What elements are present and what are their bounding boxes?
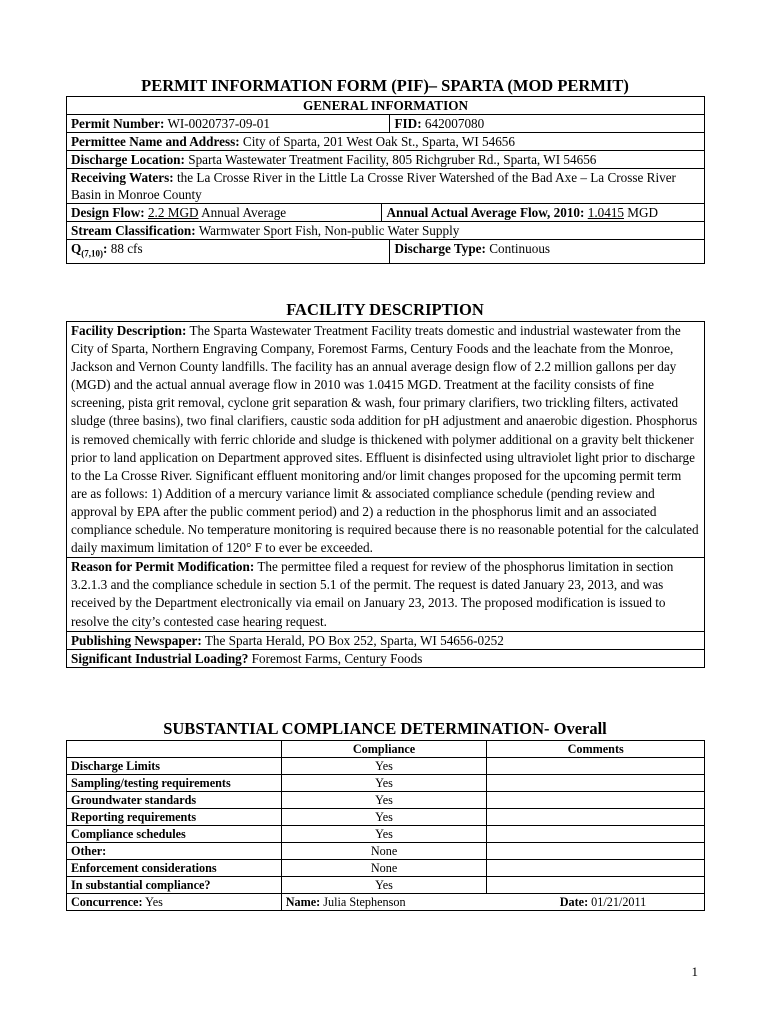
actual-flow-cell: Annual Actual Average Flow, 2010: 1.0415 MGD (382, 204, 705, 222)
permit-number-row (67, 115, 705, 133)
stream-class-cell: Stream Classification: Warmwater Sport Fish, Non-public Water Supply (67, 222, 705, 240)
compliance-row-label: Compliance schedules (67, 826, 282, 843)
stream-class-value: Warmwater Sport Fish, Non-public Water Supply (198, 223, 460, 238)
general-header-row (67, 97, 705, 115)
compliance-row-label: Other: (67, 843, 282, 860)
facility-description-row (67, 322, 705, 558)
discharge-location-cell: Discharge Location: Sparta Wastewater Treatment Facility, 805 Richgruber Rd., Sparta, WI 54656 (67, 151, 705, 169)
compliance-row-label: Enforcement considerations (67, 860, 282, 877)
reason-label: Reason for Permit Modification (71, 559, 250, 575)
discharge-location-label: Discharge Location (71, 152, 181, 167)
page-number: 1 (691, 964, 698, 979)
name-date-cell: Name: Julia Stephenson Date: 01/21/2011 (281, 894, 704, 911)
permittee-value: City of Sparta, 201 West Oak St., Sparta, WI 54656 (242, 134, 515, 149)
industrial-label: Significant Industrial Loading? (71, 650, 249, 666)
general-header: GENERAL INFORMATION (67, 97, 705, 115)
fid-label: FID (394, 116, 418, 131)
q-subscript: 7,10 (84, 248, 101, 259)
reason-cell: Reason for Permit Modification: The permittee filed a request for review of the phosphorus limitation in section 3.2.1.3 and the compliance schedule in section 5.1 of the permit. The request is dated January 23, 2013, and was received by the Department electronically via email on January 23, 2013. The proposed modification is issued to resolve the city’s contested case hearing request. (67, 558, 705, 631)
name-value: Julia Stephenson (323, 895, 406, 909)
permit-number-cell: Permit Number: WI-0020737-09-01 (67, 115, 390, 133)
compliance-row-comment (487, 792, 705, 809)
facility-heading: FACILITY DESCRIPTION (286, 300, 484, 319)
comments-column-header: Comments (487, 741, 705, 758)
reason-text: The permittee filed a request for review of the phosphorus limitation in section 3.2.1.3 and the compliance schedule in section 5.1 of the permit. The request is dated January 23, 2013, and was received by the Department electronically via email on January 23, 2013. The proposed modification is issued to resolve the city’s contested case hearing request. (71, 559, 674, 629)
industrial-row (67, 649, 705, 667)
compliance-row-value: Yes (281, 792, 487, 809)
compliance-row (67, 860, 705, 877)
date-value: 01/21/2011 (591, 895, 647, 909)
compliance-row-value: Yes (281, 877, 487, 894)
date-field (560, 894, 647, 910)
design-flow-label: Design Flow (71, 205, 141, 220)
concurrence-value: Yes (145, 895, 163, 909)
design-flow-value: 2.2 MGD (147, 205, 199, 220)
permittee-label: Permittee Name and Address (71, 134, 236, 149)
compliance-header-row (67, 741, 705, 758)
compliance-row-comment (487, 877, 705, 894)
design-flow-suffix: Annual Average (201, 205, 287, 220)
compliance-row-label: Groundwater standards (67, 792, 282, 809)
industrial-cell (67, 649, 705, 667)
newspaper-label: Publishing Newspaper: (71, 632, 202, 648)
receiving-waters-label: Receiving Waters (71, 170, 170, 185)
design-flow-cell: Design Flow: 2.2 MGD Annual Average (67, 204, 382, 222)
permit-number-value: WI-0020737-09-01 (167, 116, 270, 131)
permittee-row (67, 133, 705, 151)
concurrence-label: Concurrence: (71, 895, 143, 909)
fid-cell: FID: 642007080 (390, 115, 705, 133)
compliance-row (67, 877, 705, 894)
form-title: PERMIT INFORMATION FORM (PIF)– SPARTA (MOD PERMIT) (141, 76, 629, 95)
concurrence-row (67, 894, 705, 911)
compliance-row (67, 826, 705, 843)
compliance-row-value: Yes (281, 826, 487, 843)
permittee-cell: Permittee Name and Address: City of Sparta, 201 West Oak St., Sparta, WI 54656 (67, 133, 705, 151)
reason-row (67, 558, 705, 631)
compliance-row-comment (487, 775, 705, 792)
facility-description-table (66, 321, 705, 668)
compliance-row (67, 809, 705, 826)
compliance-rows (67, 758, 705, 894)
compliance-row-label: Discharge Limits (67, 758, 282, 775)
compliance-row-comment (487, 860, 705, 877)
compliance-row-value: Yes (281, 809, 487, 826)
actual-flow-label: Annual Actual Average Flow, 2010 (386, 205, 581, 220)
q-label: Q (71, 241, 82, 256)
discharge-type-cell: Discharge Type: Continuous (390, 240, 705, 264)
compliance-row-label: In substantial compliance? (67, 877, 282, 894)
compliance-row-comment (487, 758, 705, 775)
discharge-type-value: Continuous (489, 241, 551, 256)
q-row (67, 240, 705, 264)
compliance-row-label: Sampling/testing requirements (67, 775, 282, 792)
permit-number-label: Permit Number (71, 116, 160, 131)
general-information-table (66, 96, 705, 264)
discharge-location-value: Sparta Wastewater Treatment Facility, 805 Richgruber Rd., Sparta, WI 54656 (188, 152, 597, 167)
fid-value: 642007080 (424, 116, 485, 131)
compliance-row (67, 843, 705, 860)
discharge-location-row (67, 151, 705, 169)
compliance-row-value: Yes (281, 775, 487, 792)
newspaper-cell (67, 631, 705, 649)
facility-description-text: The Sparta Wastewater Treatment Facility treats domestic and industrial wastewater from the City of Sparta, Northern Engraving Company, Foremost Farms, Century Foods and the leachate from the Monroe, Jackson and Vernon County landfills. The facility has an annual average design flow of 2.2 million gallons per day (MGD) and the actual annual average flow in 2010 was 1.0415 MGD. Treatment at the facility consists of fine screening, pista grit removal, cyclone grit separation & wash, four primary clarifiers, two trickling filters, activated sludge (three basins), two final clarifiers, caustic soda addition for pH adjustment and anaerobic digestion. Phosphorus is removed chemically with ferric chloride and sludge is thickened with polymer additional on a gravity belt thickener prior to land application on Department approved sites. Effluent is disinfected using ultraviolet light prior to discharge to the La Crosse River. Significant effluent monitoring and/or limit changes proposed for the upcoming permit term are as follows: 1) Addition of a mercury variance limit & associated compliance schedule (pending review and approval by EPA after the public comment period) and 2) a reduction in the phosphorus limit and an associated compliance schedule. No temperature monitoring is required because there is no reasonable potential for the calculated daily maximum limitation of 120° F to ever be exceeded. (71, 323, 699, 556)
discharge-type-label: Discharge Type (394, 241, 482, 256)
flow-row (67, 204, 705, 222)
date-label: Date: (559, 895, 589, 909)
compliance-row (67, 758, 705, 775)
facility-description-cell: Facility Description: The Sparta Wastewater Treatment Facility treats domestic and industrial wastewater from the City of Sparta, Northern Engraving Company, Foremost Farms, Century Foods and the leachate from the Monroe, Jackson and Vernon County landfills. The facility has an annual average design flow of 2.2 million gallons per day (MGD) and the actual annual average flow in 2010 was 1.0415 MGD. Treatment at the facility consists of fine screening, pista grit removal, cyclone grit separation & wash, four primary clarifiers, two trickling filters, activated sludge (three basins), two final clarifiers, caustic soda addition for pH adjustment and anaerobic digestion. Phosphorus is removed chemically with ferric chloride and sludge is thickened with polymer additional on a gravity belt thickener prior to land application on Department approved sites. Effluent is disinfected using ultraviolet light prior to discharge to the La Crosse River. Significant effluent monitoring and/or limit changes proposed for the upcoming permit term are as follows: 1) Addition of a mercury variance limit & associated compliance schedule (pending review and approval by EPA after the public comment period) and 2) a reduction in the phosphorus limit and an associated compliance schedule. No temperature monitoring is required because there is no reasonable potential for the calculated daily maximum limitation of 120° F to ever be exceeded. (67, 322, 705, 558)
compliance-column-header: Compliance (281, 741, 487, 758)
compliance-table (66, 740, 705, 911)
compliance-row (67, 775, 705, 792)
compliance-row-value: None (281, 843, 487, 860)
actual-flow-value: 1.0415 (587, 205, 624, 220)
name-label: Name (285, 895, 317, 909)
compliance-row-value: None (281, 860, 487, 877)
compliance-row-comment (487, 843, 705, 860)
facility-description-label: Facility Description (71, 323, 182, 338)
compliance-heading: SUBSTANTIAL COMPLIANCE DETERMINATION- Overall (163, 719, 607, 738)
receiving-waters-cell: Receiving Waters: the La Crosse River in the Little La Crosse River Watershed of the Bad Axe – La Crosse River Basin in Monroe County (67, 169, 705, 204)
compliance-row-value: Yes (281, 758, 487, 775)
compliance-row (67, 792, 705, 809)
q-cell: $Q_{(7,10)}$: 88 cfs (67, 240, 390, 264)
compliance-header-blank (67, 741, 282, 758)
newspaper-value: The Sparta Herald, PO Box 252, Sparta, WI 54656-0252 (204, 632, 504, 648)
actual-flow-unit: MGD (627, 205, 659, 220)
receiving-waters-row (67, 169, 705, 204)
stream-class-label: Stream Classification (71, 223, 192, 238)
compliance-row-comment (487, 826, 705, 843)
compliance-row-comment (487, 809, 705, 826)
stream-class-row (67, 222, 705, 240)
compliance-row-label: Reporting requirements (67, 809, 282, 826)
q-value: 88 cfs (110, 241, 143, 256)
receiving-waters-value: the La Crosse River in the Little La Crosse River Watershed of the Bad Axe – La Crosse River Basin in Monroe County (71, 170, 676, 202)
concurrence-cell (67, 894, 282, 911)
industrial-value: Foremost Farms, Century Foods (251, 650, 423, 666)
newspaper-row (67, 631, 705, 649)
